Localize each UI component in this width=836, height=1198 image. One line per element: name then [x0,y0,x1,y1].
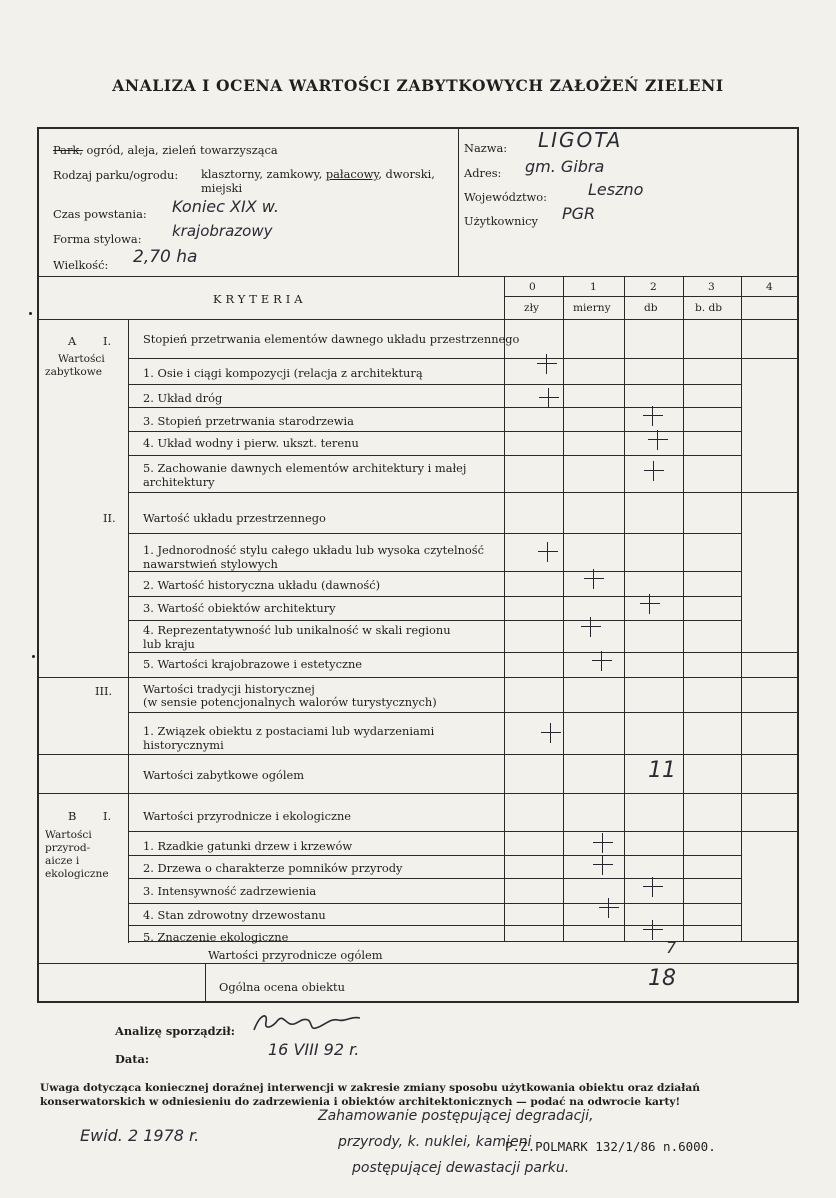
section-b-name-3: aicze i [45,855,80,867]
margin-dot [32,655,35,658]
check-mark-a2-4 [581,617,601,637]
uwaga-note: Uwaga dotycząca koniecznej doraźnej interwencji w zakresie zmiany sposobu użytkowania obiektu oraz działań konserwatorskich w odniesieniu do zadrzewienia i obiektów architektonicznych — podać na odwrocie karty! [40,1082,700,1108]
a2-line-5 [38,677,798,678]
park-type-line [53,143,278,157]
nazwa-label: Nazwa: [464,141,508,155]
a1-item-1: 1. Osie i ciągi kompozycji (relacja z architekturą [143,366,423,380]
b1-line-1 [128,855,742,856]
scale-1-label: mierny [573,302,611,314]
section-b-name-1: Wartości [45,829,92,841]
scale-2-num: 2 [650,281,657,293]
left-col-line [128,319,129,943]
adres-value: gm. Gibra [525,157,605,176]
wojewodztwo-label: Województwo: [464,190,547,204]
section-a-roman-1: I. [103,334,112,348]
czas-label: Czas powstania: [53,207,147,221]
section-a-heading-1: Stopień przetrwania elementów dawnego układu przestrzennego [143,332,520,346]
scale-col-line-1 [563,276,564,941]
a2-item-1: 1. Jednorodność stylu całego układu lub wysoka czytelność nawarstwień stylowych [143,543,485,571]
printer-mark: P.Z.POLMARK 132/1/86 n.6000. [505,1139,716,1154]
scale-0-label: zły [524,302,540,314]
section-b-heading-1: Wartości przyrodnicze i ekologiczne [143,809,352,823]
scale-col-line-3 [683,276,684,941]
header-bottom-line [38,276,798,277]
a2-item-2: 2. Wartość historyczna układu (dawność) [143,578,381,592]
rodzaj-label: Rodzaj parku/ogrodu: [53,168,179,182]
overall-left-line [205,963,206,1003]
scale-2-label: db [644,302,658,314]
a3-line-1 [38,754,798,755]
a3-item-1: 1. Związek obiektu z postaciami lub wydarzeniami historycznymi [143,724,435,752]
check-mark-a2-2 [584,569,604,589]
document-title: ANALIZA I OCENA WARTOŚCI ZABYTKOWYCH ZAŁOŻEŃ ZIELENI [112,76,724,95]
a2-line-3 [128,620,742,621]
check-mark-a2-3 [640,594,660,614]
czas-value: Koniec XIX w. [172,197,279,216]
a-total-label: Wartości zabytkowe ogólem [143,768,305,782]
section-a-heading-2: Wartość układu przestrzennego [143,511,326,525]
uzytkownicy-label: Użytkownicy [464,214,538,228]
adres-label: Adres: [464,166,502,180]
rodzaj-options-miejski: miejski [201,181,243,195]
section-a-roman-3: III. [95,684,113,698]
check-mark-b1-2 [593,855,613,875]
check-mark-b1-1 [593,833,613,853]
a1-item-4: 4. Układ wodny i pierw. ukszt. terenu [143,436,359,450]
forma-value: krajobrazowy [172,222,273,240]
scale-col-line-4 [741,276,742,941]
scale-3-num: 3 [708,281,715,293]
a1-item-3: 3. Stopień przetrwania starodrzewia [143,414,354,428]
section-b-name-2: przyrod- [45,842,91,854]
handwritten-note-2: przyrody, k. nuklei, kamieni [338,1134,532,1150]
kryteria-label: KRYTERIA [213,292,307,306]
b1-item-1: 1. Rzadkie gatunki drzew i krzewów [143,839,353,853]
check-mark-a1-5 [644,461,664,481]
b1-item-3: 3. Intensywność zadrzewienia [143,884,317,898]
section-a-roman-2: II. [103,511,116,525]
check-mark-a2-1 [538,542,558,562]
wielkosc-label: Wielkość: [53,258,109,272]
forma-label: Forma stylowa: [53,232,142,246]
overall-label: Ogólna ocena obiektu [219,980,345,994]
ewid-note: Ewid. 2 1978 r. [80,1126,200,1145]
check-mark-a1-2 [539,388,559,408]
signature [250,1008,370,1038]
section-a-name-1: Wartości [58,353,105,365]
check-mark-a2-5 [592,651,612,671]
section-b-name-4: ekologiczne [45,868,109,880]
overall-value: 18 [648,966,676,991]
check-mark-a1-4 [648,430,668,450]
check-mark-a1-3 [643,406,663,426]
a2-item-5: 5. Wartości krajobrazowe i estetyczne [143,657,363,671]
handwritten-note-3: postępującej dewastacji parku. [352,1160,570,1176]
data-value: 16 VIII 92 r. [268,1040,360,1059]
b-total-value: 7 [666,938,677,957]
kryteria-bottom-line [38,319,798,320]
a2-item-4: 4. Reprezentatywność lub unikalność w skali regionu lub kraju [143,623,451,651]
b1-item-4: 4. Stan zdrowotny drzewostanu [143,908,326,922]
a2-line-4 [128,652,798,653]
check-mark-a3-1 [541,723,561,743]
section-a-heading-3-line2: (w sensie potencjonalnych walorów turystycznych) [143,695,437,709]
park-type-rest: ogród, aleja, zieleń towarzysząca [82,143,278,157]
scale-4-num: 4 [766,281,773,293]
a1-line-4 [128,455,742,456]
data-label: Data: [115,1052,150,1066]
park-type-park: Park, [53,143,83,157]
a2-line-1 [128,571,742,572]
scale-0-num: 0 [529,281,536,293]
uzytkownicy-value: PGR [562,204,596,223]
a-total-line [38,793,798,794]
scale-1-num: 1 [590,281,597,293]
b1-item-5: 5. Znaczenie ekologiczne [143,930,289,944]
check-mark-b1-4 [599,898,619,918]
rodzaj-palacowy: pałacowy [325,167,379,181]
a1-line-1 [128,384,742,385]
section-b-letter: B [68,809,77,823]
section-b-roman-1: I. [103,809,112,823]
margin-dot [29,312,32,315]
b1-item-2: 2. Drzewa o charakterze pomników przyrody [143,861,403,875]
a1-item-5: 5. Zachowanie dawnych elementów architektury i małej architektury [143,461,467,489]
a3-heading-line [128,712,798,713]
nazwa-value: LIGOTA [538,128,623,152]
section-a-letter: A [68,334,77,348]
b1-line-3 [128,903,742,904]
b1-heading-line [128,831,798,832]
section-a-heading-3-line1: Wartości tradycji historycznej [143,682,315,696]
b-total-line [38,963,798,964]
wielkosc-value: 2,70 ha [133,247,198,267]
scale-col-line-0 [504,276,505,941]
check-mark-b1-5 [643,920,663,940]
section-a-name-2: zabytkowe [45,366,103,378]
check-mark-a1-1 [537,354,557,374]
a2-heading-line [128,533,742,534]
a1-line-5 [128,492,798,493]
b-total-label: Wartości przyrodnicze ogólem [208,948,383,962]
check-mark-b1-3 [643,877,663,897]
wojewodztwo-value: Leszno [588,180,644,199]
scale-mid-line [504,296,798,297]
scale-3-label: b. db [695,302,723,314]
a-total-value: 11 [648,758,676,783]
rodzaj-options: klasztorny, zamkowy, pałacowy, dworski, [201,167,435,181]
a1-item-2: 2. Układ dróg [143,391,223,405]
handwritten-note-1: Zahamowanie postępującej degradacji, [318,1108,594,1124]
analiza-label: Analizę sporządził: [115,1024,236,1038]
b1-line-5 [128,941,798,942]
header-divider [458,128,459,276]
scale-col-line-2 [624,276,625,941]
a1-heading-line [128,358,798,359]
a2-item-3: 3. Wartość obiektów architektury [143,601,336,615]
